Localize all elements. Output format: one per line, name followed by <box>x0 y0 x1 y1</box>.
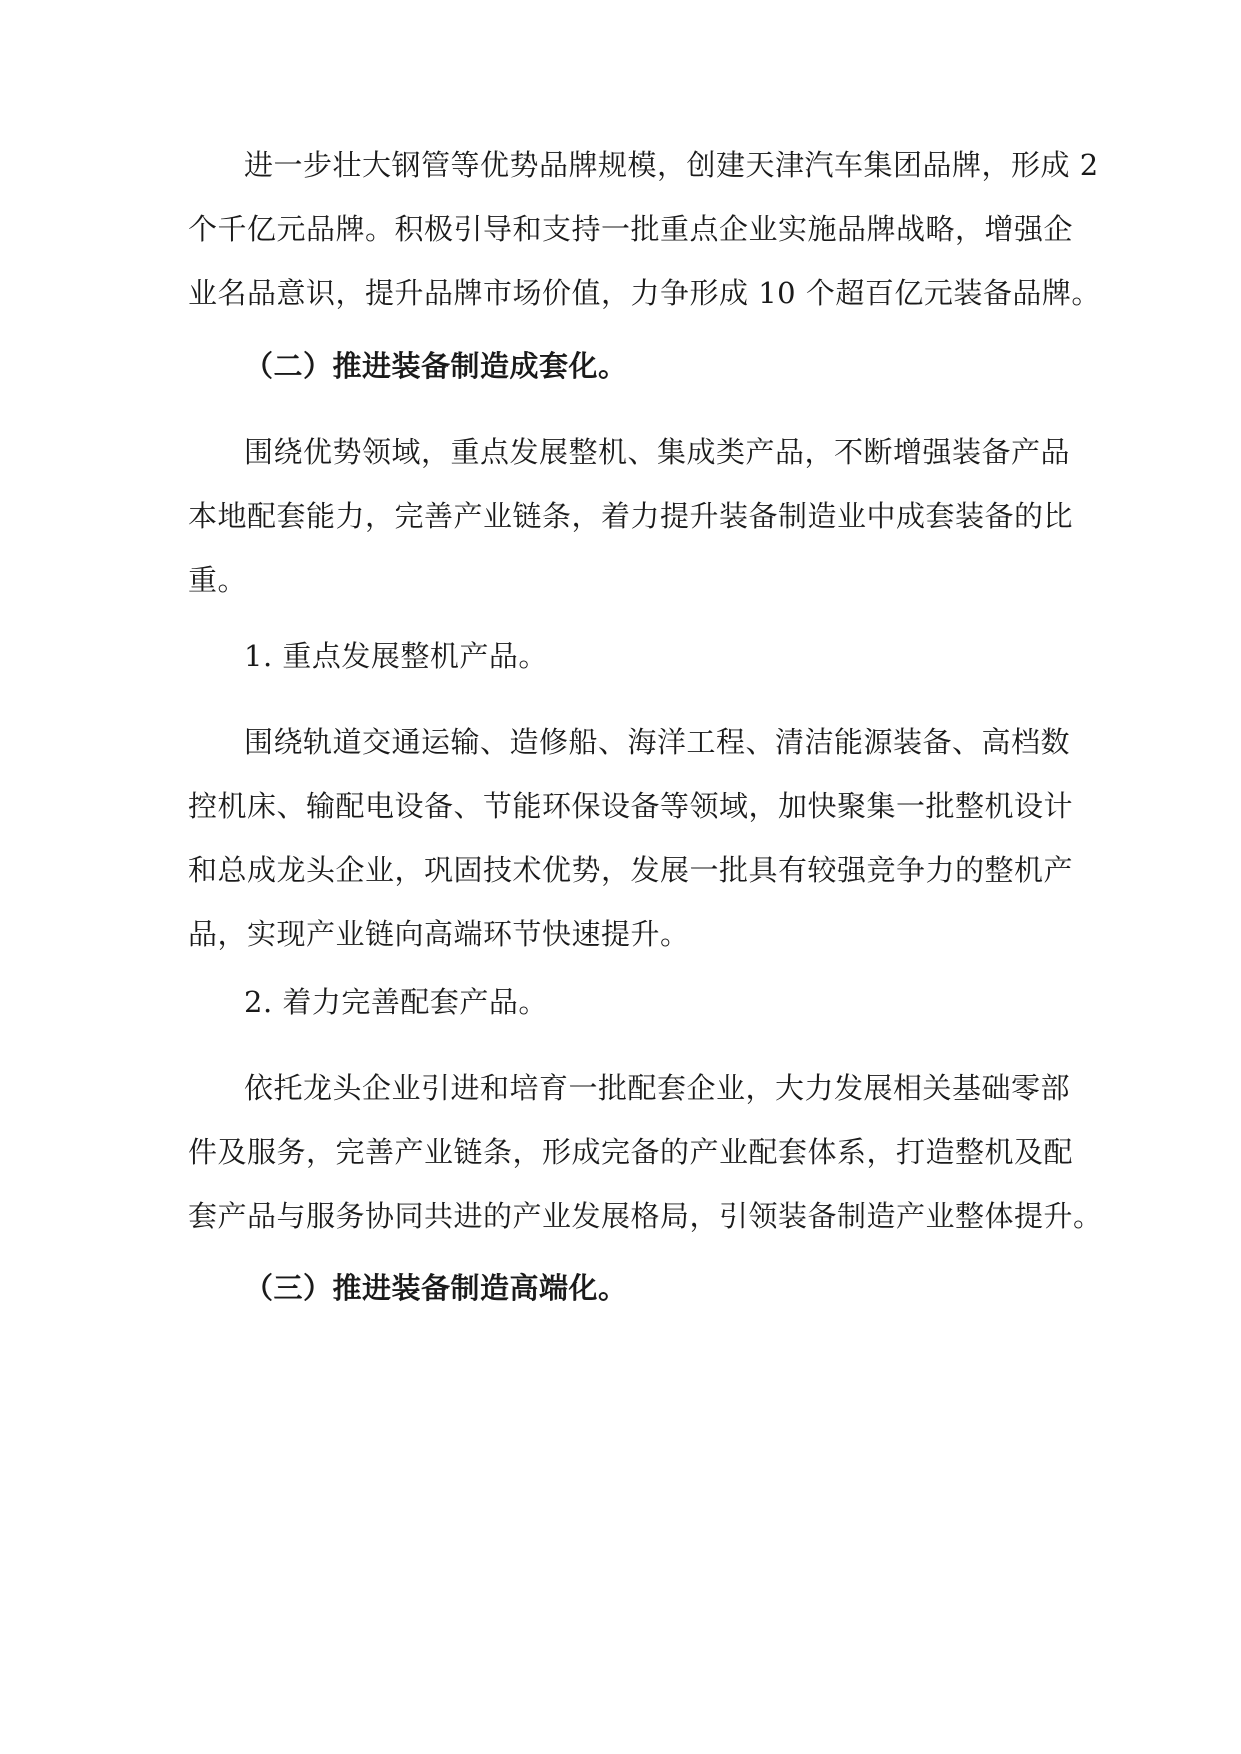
text-line: 和总成龙头企业，巩固技术优势，发展一批具有较强竞争力的整机产 <box>188 853 1074 887</box>
text-line: 围绕轨道交通运输、造修船、海洋工程、清洁能源装备、高档数 <box>244 725 1071 759</box>
text-line: 件及服务，完善产业链条，形成完备的产业配套体系，打造整机及配 <box>188 1135 1074 1169</box>
subheading-1: 1. 重点发展整机产品。 <box>244 639 548 673</box>
paragraph-supporting-products <box>188 1056 1103 1248</box>
text-line: 围绕优势领域，重点发展整机、集成类产品，不断增强装备产品 <box>244 435 1071 469</box>
text-line: 品，实现产业链向高端环节快速提升。 <box>188 917 690 951</box>
text-line: 本地配套能力，完善产业链条，着力提升装备制造业中成套装备的比 <box>188 499 1074 533</box>
text-line: 依托龙头企业引进和培育一批配套企业，大力发展相关基础零部 <box>244 1071 1071 1105</box>
text-line: 套产品与服务协同共进的产业发展格局，引领装备制造产业整体提升。 <box>188 1199 1103 1233</box>
subheading-2: 2. 着力完善配套产品。 <box>244 985 548 1019</box>
text-line: 个千亿元品牌。积极引导和支持一批重点企业实施品牌战略，增强企 <box>188 212 1074 246</box>
text-line: 进一步壮大钢管等优势品牌规模，创建天津汽车集团品牌，形成 2 <box>244 148 1099 182</box>
section-heading-2: （二）推进装备制造成套化。 <box>244 349 628 383</box>
paragraph-whole-machines <box>188 710 1074 966</box>
text-line: 控机床、输配电设备、节能环保设备等领域，加快聚集一批整机设计 <box>188 789 1074 823</box>
paragraph-complete-sets <box>188 420 1074 612</box>
paragraph-brand-scale <box>188 133 1101 325</box>
section-heading-3: （三）推进装备制造高端化。 <box>244 1271 628 1305</box>
text-line: 重。 <box>188 563 248 597</box>
text-line: 业名品意识，提升品牌市场价值，力争形成 10 个超百亿元装备品牌。 <box>188 276 1101 310</box>
